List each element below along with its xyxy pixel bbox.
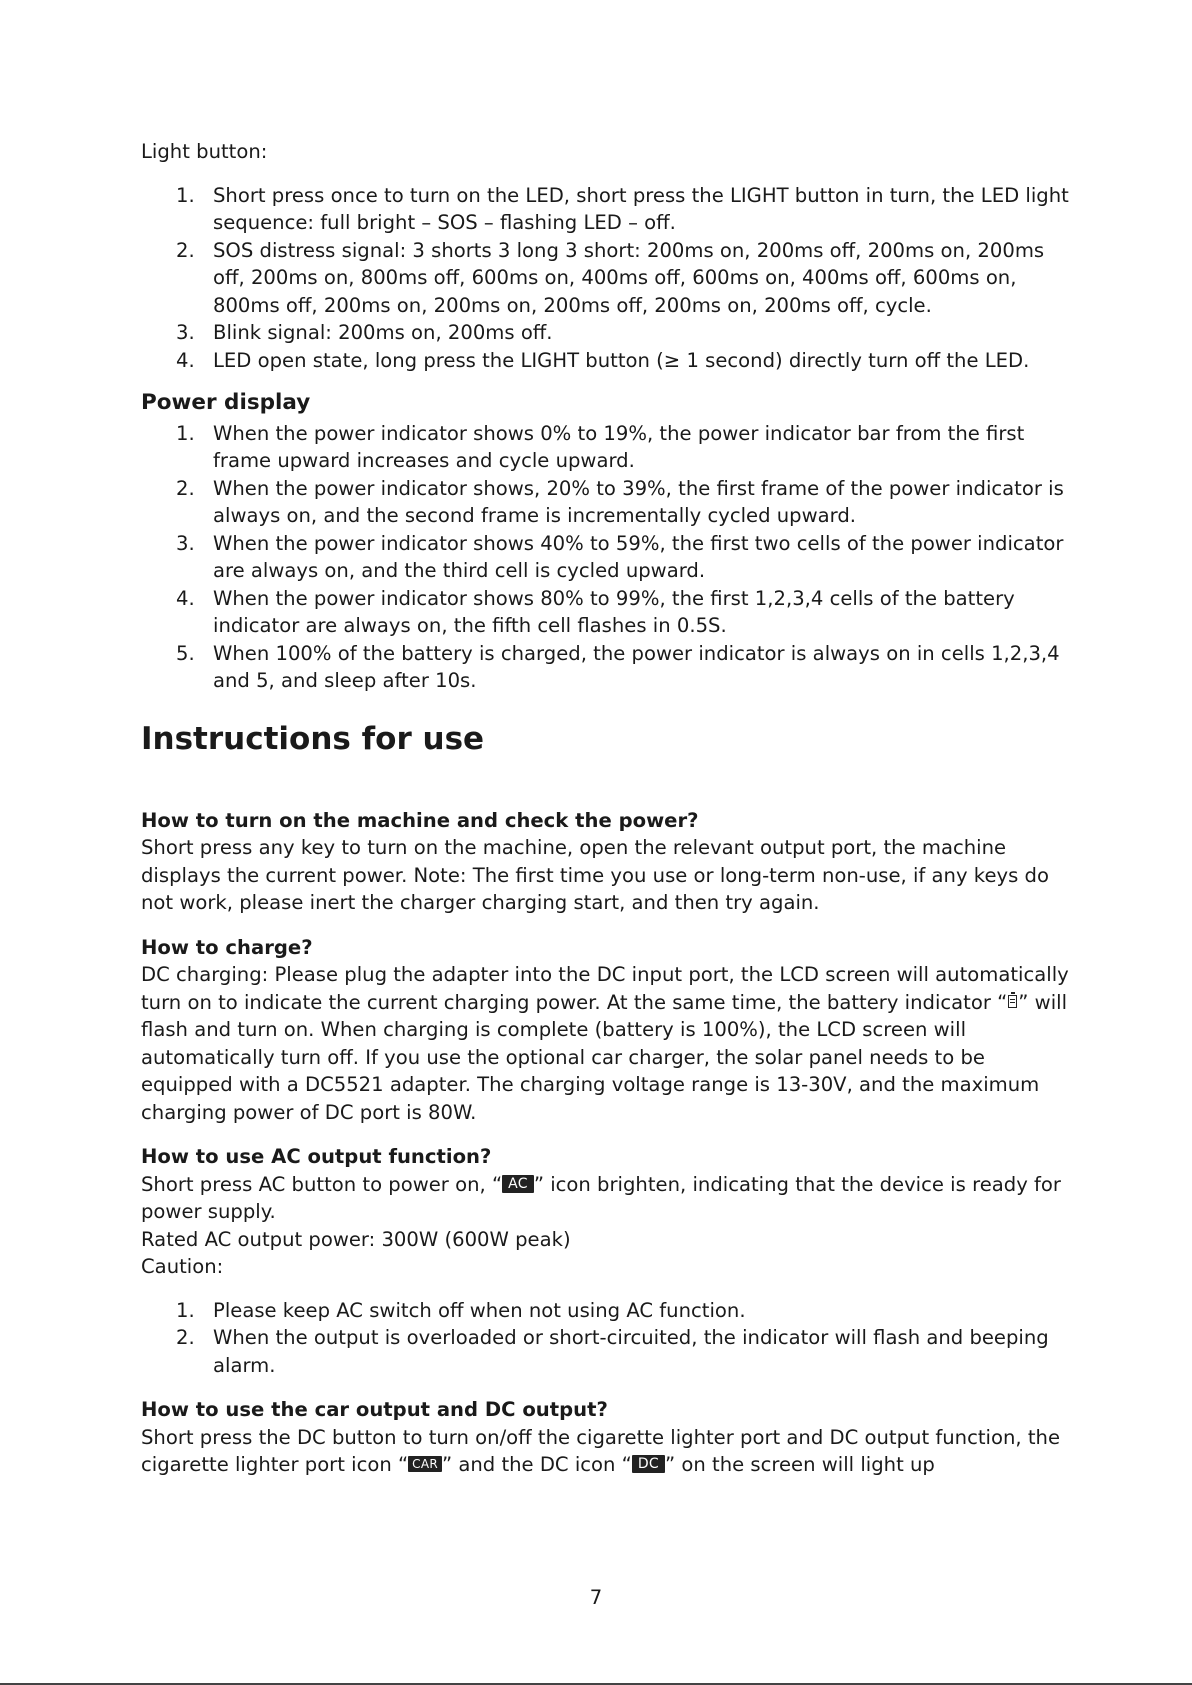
list-number: 1. — [176, 421, 195, 445]
list-item — [141, 347, 1071, 375]
light-button-list — [141, 182, 1071, 375]
list-item — [141, 475, 1071, 530]
list-item — [141, 1324, 1071, 1379]
page-number: 7 — [589, 1586, 603, 1609]
list-item — [141, 640, 1071, 695]
caution-list — [141, 1297, 1071, 1380]
charge-text-part2: ” will flash and turn on. When charging is complete (battery is 100%), the LCD screen will automatically turn off. If you use the optional car charger, the solar panel needs to be equipped with a DC5521 adapter. The charging voltage range is 13-30V, and the maximum charging power of DC port is 80W. — [141, 990, 1068, 1124]
car-dc-text-part3: ” on the screen will light up — [665, 1453, 935, 1476]
light-button-label: Light button: — [141, 140, 268, 163]
car-dc-text — [141, 1424, 1071, 1479]
ac-text-part1: Short press AC button to power on, “ — [141, 1172, 503, 1196]
car-icon: CAR — [408, 1456, 442, 1472]
list-number: 1. — [176, 183, 195, 207]
list-number: 2. — [176, 238, 195, 262]
car-dc-text-part1: Short press the DC button to turn on/off the cigarette lighter port and DC output function, the cigarette lighter port icon “ — [141, 1425, 1061, 1476]
list-text: When the power indicator shows 80% to 99%, the first 1,2,3,4 cells of the battery indicator are always on, the fifth cell flashes in 0.5S. — [213, 586, 1015, 637]
power-display-heading: Power display — [141, 390, 311, 415]
list-number: 3. — [176, 321, 195, 344]
list-number: 3. — [176, 531, 195, 555]
ac-rated-power: Rated AC output power: 300W (600W peak) — [141, 1227, 571, 1251]
charge-section — [141, 934, 1071, 1127]
document-page — [141, 138, 1071, 1479]
list-number: 2. — [176, 476, 195, 500]
charge-text-part1: DC charging: Please plug the adapter into the DC input port, the LCD screen will automatically turn on to indicate the current charging power. At the same time, the battery indicator “ — [141, 963, 1069, 1014]
ac-text-part2: ” icon brighten, indicating that the device is ready for power supply. — [141, 1172, 1061, 1223]
power-display-list — [141, 420, 1071, 695]
list-text: Please keep AC switch off when not using AC function. — [213, 1298, 746, 1322]
list-item — [141, 420, 1071, 475]
list-text: Short press once to turn on the LED, short press the LIGHT button in turn, the LED light sequence: full bright – SOS – flashing LED – off. — [213, 183, 1069, 234]
instructions-heading: Instructions for use — [141, 720, 485, 757]
list-text: LED open state, long press the LIGHT button (≥ 1 second) directly turn off the LED. — [213, 348, 1030, 372]
list-item — [141, 530, 1071, 585]
turn-on-text: Short press any key to turn on the machine, open the relevant output port, the machine displays the current power. Note: The first time you use or long-term non-use, if any keys do not work, please inert the charger charging start, and then try again. — [141, 836, 1049, 914]
list-number: 1. — [176, 1298, 195, 1322]
list-item — [141, 237, 1071, 320]
car-dc-section — [141, 1396, 1071, 1479]
list-number: 5. — [176, 641, 195, 665]
list-item — [141, 182, 1071, 237]
list-number: 4. — [176, 348, 195, 372]
list-text: When the power indicator shows 0% to 19%, the power indicator bar from the first frame upward increases and cycle upward. — [213, 421, 1025, 472]
charge-heading: How to charge? — [141, 935, 313, 959]
battery-icon — [1008, 995, 1017, 1008]
caution-label: Caution: — [141, 1255, 224, 1278]
ac-section — [141, 1143, 1071, 1379]
list-text: When the output is overloaded or short-circuited, the indicator will flash and beeping alarm. — [213, 1326, 1049, 1377]
list-item — [141, 319, 1071, 347]
list-number: 2. — [176, 1326, 195, 1349]
charge-text — [141, 961, 1071, 1126]
turn-on-heading: How to turn on the machine and check the power? — [141, 808, 699, 832]
list-item — [141, 585, 1071, 640]
list-text: When the power indicator shows, 20% to 39%, the first frame of the power indicator is always on, and the second frame is incrementally cycled upward. — [213, 476, 1064, 527]
ac-heading: How to use AC output function? — [141, 1145, 492, 1168]
list-item — [141, 1297, 1071, 1325]
ac-icon: AC — [502, 1175, 534, 1193]
list-text: SOS distress signal: 3 shorts 3 long 3 short: 200ms on, 200ms off, 200ms on, 200ms off, 200ms on, 800ms off, 600ms on, 400ms off, 600ms on, 400ms off, 600ms on, 800ms off, 200ms on, 200ms on, 200ms off, 200ms on, 200ms off, cycle. — [213, 238, 1045, 317]
dc-icon: DC — [632, 1455, 665, 1473]
car-dc-heading: How to use the car output and DC output? — [141, 1398, 608, 1421]
list-text: Blink signal: 200ms on, 200ms off. — [213, 321, 553, 344]
list-number: 4. — [176, 586, 195, 610]
ac-text — [141, 1171, 1071, 1226]
car-dc-text-part2: ” and the DC icon “ — [441, 1453, 632, 1476]
list-text: When the power indicator shows 40% to 59%, the first two cells of the power indicator are always on, and the third cell is cycled upward. — [213, 531, 1064, 582]
list-text: When 100% of the battery is charged, the power indicator is always on in cells 1,2,3,4 and 5, and sleep after 10s. — [213, 641, 1060, 692]
turn-on-section — [141, 807, 1071, 917]
